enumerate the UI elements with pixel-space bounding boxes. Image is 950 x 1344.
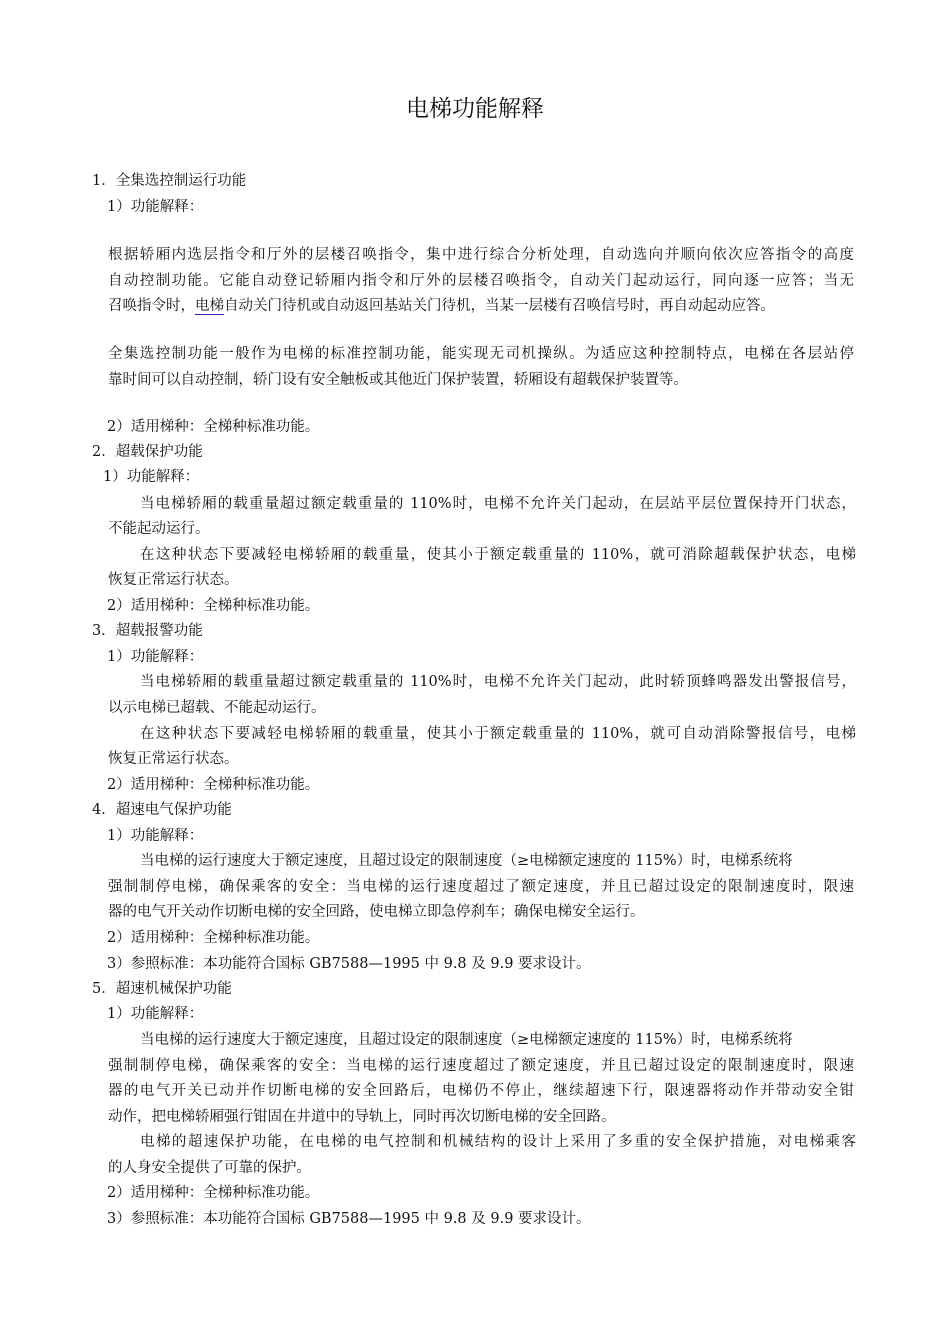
paragraph-line: 根据轿厢内选层指令和厅外的层楼召唤指令，集中进行综合分析处理，自动选向并顺向依次应答指令的高度 <box>108 247 854 263</box>
paragraph-line: 当电梯的运行速度大于额定速度，且超过设定的限制速度（≥电梯额定速度的 115%）时，电梯系统将 <box>140 853 793 869</box>
explain-label: 1）功能解释： <box>107 199 204 215</box>
section-heading: 2．超载保护功能 <box>92 444 203 460</box>
section-heading: 3．超载报警功能 <box>92 623 203 639</box>
applies-line: 2）适用梯种：全梯种标准功能。 <box>107 1185 320 1201</box>
paragraph-line: 以示电梯已超载、不能起动运行。 <box>108 700 326 716</box>
explain-label: 1）功能解释： <box>107 1006 204 1022</box>
paragraph-line: 电梯的超速保护功能，在电梯的电气控制和机械结构的设计上采用了多重的安全保护措施，对电梯乘客 <box>140 1134 856 1150</box>
paragraph-line: 恢复正常运行状态。 <box>108 751 239 767</box>
paragraph-line: 在这种状态下要减轻电梯轿厢的载重量，使其小于额定载重量的 110%，就可自动消除警报信号，电梯 <box>140 726 856 742</box>
applies-line: 2）适用梯种：全梯种标准功能。 <box>107 777 320 793</box>
section-heading: 4．超速电气保护功能 <box>92 802 232 818</box>
paragraph-line: 动作，把电梯轿厢强行钳固在井道中的导轨上，同时再次切断电梯的安全回路。 <box>108 1109 616 1125</box>
paragraph-line: 当电梯的运行速度大于额定速度，且超过设定的限制速度（≥电梯额定速度的 115%）时，电梯系统将 <box>140 1032 793 1048</box>
paragraph-line <box>108 296 775 316</box>
standard-line: 3）参照标准：本功能符合国标 GB7588—1995 中 9.8 及 9.9 要求设计。 <box>107 956 591 972</box>
paragraph-line: 自动控制功能。它能自动登记轿厢内指令和厅外的层楼召唤指令，自动关门起动运行，同向逐一应答；当无 <box>108 273 854 289</box>
applies-line: 2）适用梯种：全梯种标准功能。 <box>107 930 320 946</box>
section-heading: 1．全集选控制运行功能 <box>92 173 247 189</box>
paragraph-line: 当电梯轿厢的载重量超过额定载重量的 110%时，电梯不允许关门起动，在层站平层位置保持开门状态， <box>140 496 856 512</box>
applies-line: 2）适用梯种：全梯种标准功能。 <box>107 598 320 614</box>
page-title: 电梯功能解释 <box>406 96 544 122</box>
standard-line: 3）参照标准：本功能符合国标 GB7588—1995 中 9.8 及 9.9 要求设计。 <box>107 1211 591 1227</box>
section-heading: 5．超速机械保护功能 <box>92 981 232 997</box>
paragraph-line: 不能起动运行。 <box>108 521 210 537</box>
paragraph-line: 恢复正常运行状态。 <box>108 572 239 588</box>
paragraph-line: 在这种状态下要减轻电梯轿厢的载重量，使其小于额定载重量的 110%，就可消除超载保护状态，电梯 <box>140 547 856 563</box>
paragraph-line: 的人身安全提供了可靠的保护。 <box>108 1160 311 1176</box>
paragraph-line: 当电梯轿厢的载重量超过额定载重量的 110%时，电梯不允许关门起动，此时轿顶蜂鸣器发出警报信号， <box>140 674 856 690</box>
paragraph-line: 强制制停电梯，确保乘客的安全：当电梯的运行速度超过了额定速度，并且已超过设定的限制速度时，限速 <box>108 1058 854 1074</box>
elevator-link[interactable]: 电梯 <box>195 298 224 314</box>
explain-label: 1）功能解释： <box>107 649 204 665</box>
paragraph-text: 自动关门待机或自动返回基站关门待机，当某一层楼有召唤信号时，再自动起动应答。 <box>224 298 775 314</box>
paragraph-line: 器的电气开关已动并作切断电梯的安全回路后，电梯仍不停止，继续超速下行，限速器将动作并带动安全钳 <box>108 1083 854 1099</box>
paragraph-line: 全集选控制功能一般作为电梯的标准控制功能，能实现无司机操纵。为适应这种控制特点，电梯在各层站停 <box>108 346 854 362</box>
explain-label: 1）功能解释： <box>107 828 204 844</box>
paragraph-text: 召唤指令时， <box>108 298 195 314</box>
explain-label: 1）功能解释： <box>103 469 200 485</box>
paragraph-line: 强制制停电梯，确保乘客的安全：当电梯的运行速度超过了额定速度，并且已超过设定的限制速度时，限速 <box>108 879 854 895</box>
applies-line: 2）适用梯种：全梯种标准功能。 <box>107 419 320 435</box>
paragraph-line: 器的电气开关动作切断电梯的安全回路，使电梯立即急停刹车；确保电梯安全运行。 <box>108 904 645 920</box>
paragraph-line: 靠时间可以自动控制，轿门设有安全触板或其他近门保护装置，轿厢设有超载保护装置等。 <box>108 372 688 388</box>
